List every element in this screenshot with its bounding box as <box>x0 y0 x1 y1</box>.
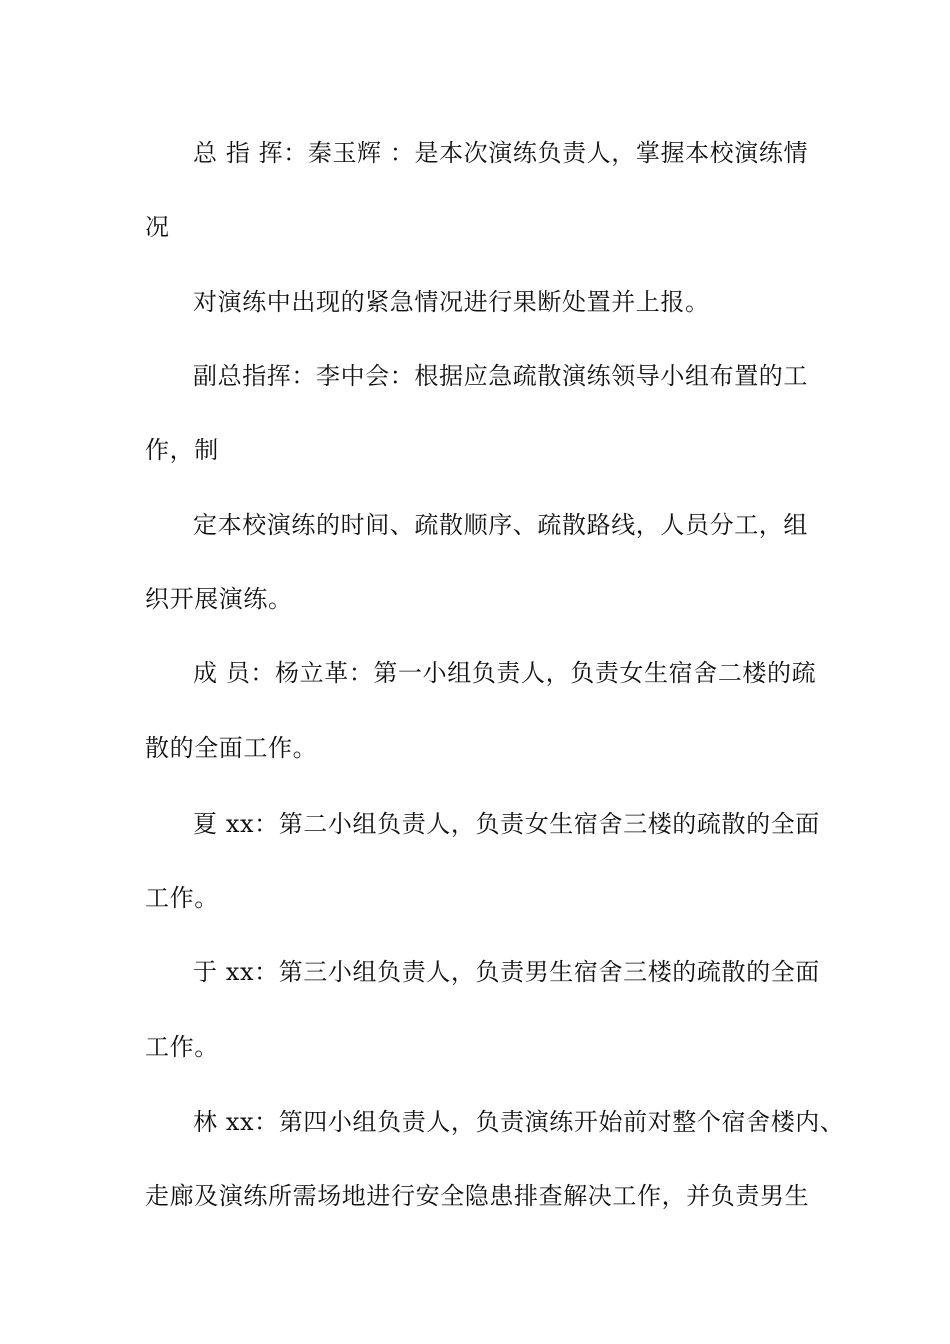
text-line-6: 定本校演练的时间、疏散顺序、疏散路线，人员分工，组 <box>193 511 808 539</box>
text-line-3: 对演练中出现的紧急情况进行果断处置并上报。 <box>193 288 710 316</box>
text-line-12: 于 xx：第三小组负责人，负责男生宿舍三楼的疏散的全面 <box>193 958 820 986</box>
text-line-8: 成 员：杨立革：第一小组负责人，负责女生宿舍二楼的疏 <box>193 659 817 687</box>
text-line-2: 况 <box>145 213 170 241</box>
text-line-11: 工作。 <box>145 884 219 912</box>
text-line-14: 林 xx：第四小组负责人，负责演练开始前对整个宿舍楼内、 <box>193 1108 845 1136</box>
text-line-7: 织开展演练。 <box>145 585 293 613</box>
text-line-10: 夏 xx：第二小组负责人，负责女生宿舍三楼的疏散的全面 <box>193 810 820 838</box>
text-line-9: 散的全面工作。 <box>145 734 318 762</box>
text-line-15: 走廊及演练所需场地进行安全隐患排查解决工作，并负责男生 <box>145 1182 810 1210</box>
text-line-4: 副总指挥：李中会：根据应急疏散演练领导小组布置的工 <box>193 362 808 390</box>
text-line-13: 工作。 <box>145 1033 219 1061</box>
text-line-1: 总 指 挥：秦玉辉 ：是本次演练负责人，掌握本校演练情 <box>193 139 809 167</box>
text-line-5: 作，制 <box>145 436 219 464</box>
